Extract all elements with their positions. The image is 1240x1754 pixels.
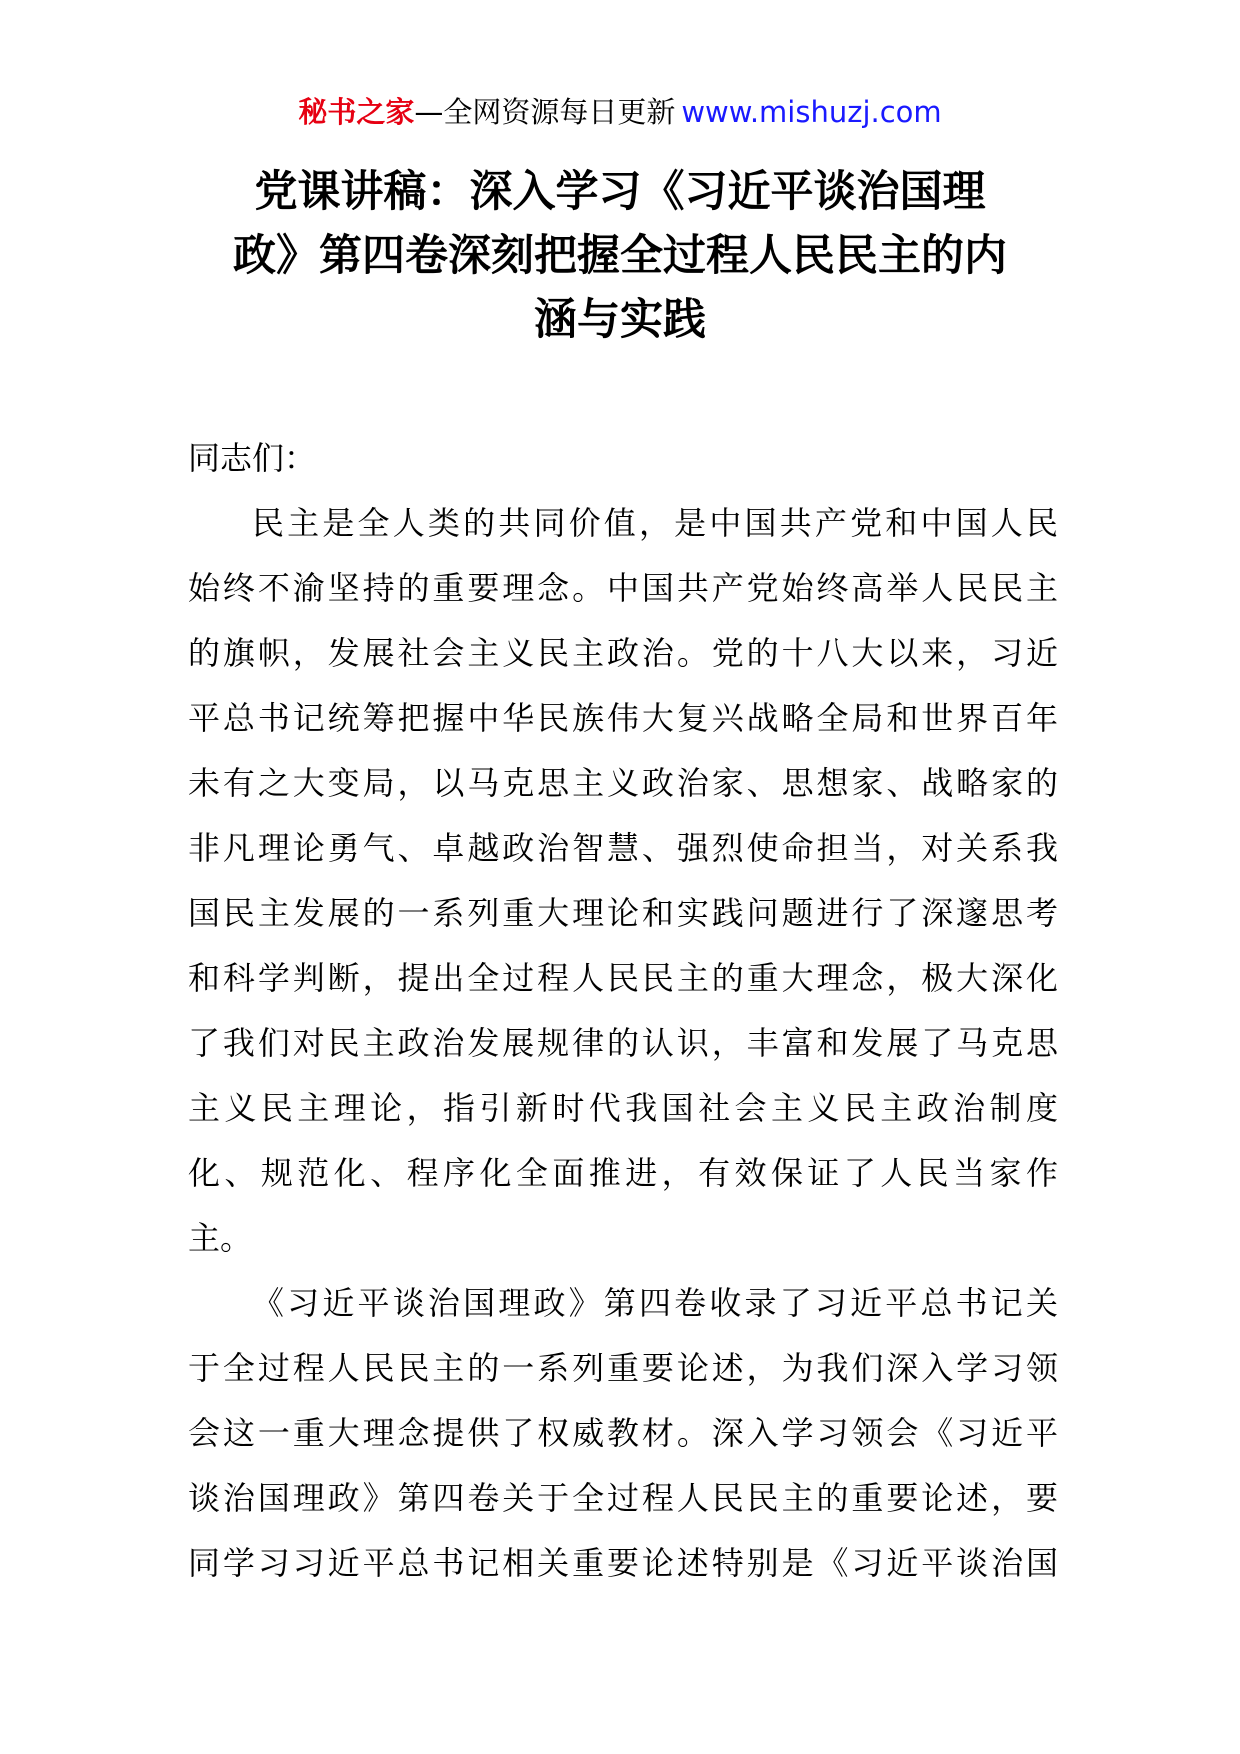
- paragraph-line: 民主是全人类的共同价值，是中国共产党和中国人民: [252, 504, 1058, 542]
- paragraph: [188, 1271, 1058, 1596]
- greeting: 同志们：: [188, 439, 317, 477]
- paragraph-line: 同学习习近平总书记相关重要论述特别是《习近平谈治国: [188, 1544, 1058, 1582]
- paragraph-line: 于全过程人民民主的一系列重要论述，为我们深入学习领: [188, 1349, 1058, 1387]
- site-url[interactable]: www.mishuzj.com: [681, 95, 942, 129]
- paragraph-line: 未有之大变局，以马克思主义政治家、思想家、战略家的: [188, 764, 1058, 802]
- brand-name: 秘书之家: [298, 95, 415, 129]
- paragraph-line: 非凡理论勇气、卓越政治智慧、强烈使命担当，对关系我: [188, 829, 1058, 867]
- paragraph-line: 的旗帜，发展社会主义民主政治。党的十八大以来，习近: [188, 634, 1058, 672]
- site-header: [0, 92, 1240, 132]
- title-line: 党课讲稿：深入学习《习近平谈治国理: [254, 167, 986, 217]
- title-line: 涵与实践: [534, 295, 706, 345]
- paragraph: [188, 491, 1058, 1271]
- paragraph-line: 和科学判断，提出全过程人民民主的重大理念，极大深化: [188, 959, 1058, 997]
- paragraph-line: 《习近平谈治国理政》第四卷收录了习近平总书记关: [252, 1284, 1058, 1322]
- paragraph-line: 主义民主理论，指引新时代我国社会主义民主政治制度: [188, 1089, 1058, 1127]
- paragraph-line: 了我们对民主政治发展规律的认识，丰富和发展了马克思: [188, 1024, 1058, 1062]
- paragraph-line: 国民主发展的一系列重大理论和实践问题进行了深邃思考: [188, 894, 1058, 932]
- paragraph-line: 化、规范化、程序化全面推进，有效保证了人民当家作: [188, 1154, 1058, 1192]
- paragraph-line: 平总书记统筹把握中华民族伟大复兴战略全局和世界百年: [188, 699, 1058, 737]
- document-body: [188, 426, 1058, 1596]
- header-tagline: —全网资源每日更新: [414, 95, 676, 129]
- paragraph-line: 会这一重大理念提供了权威教材。深入学习领会《习近平: [188, 1414, 1058, 1452]
- title-line: 政》第四卷深刻把握全过程人民民主的内: [233, 231, 1007, 281]
- paragraph-line: 谈治国理政》第四卷关于全过程人民民主的重要论述，要: [188, 1479, 1058, 1517]
- paragraph-line: 始终不渝坚持的重要理念。中国共产党始终高举人民民主: [188, 569, 1058, 607]
- document-title: [190, 160, 1050, 352]
- paragraph-line: 主。: [188, 1219, 253, 1257]
